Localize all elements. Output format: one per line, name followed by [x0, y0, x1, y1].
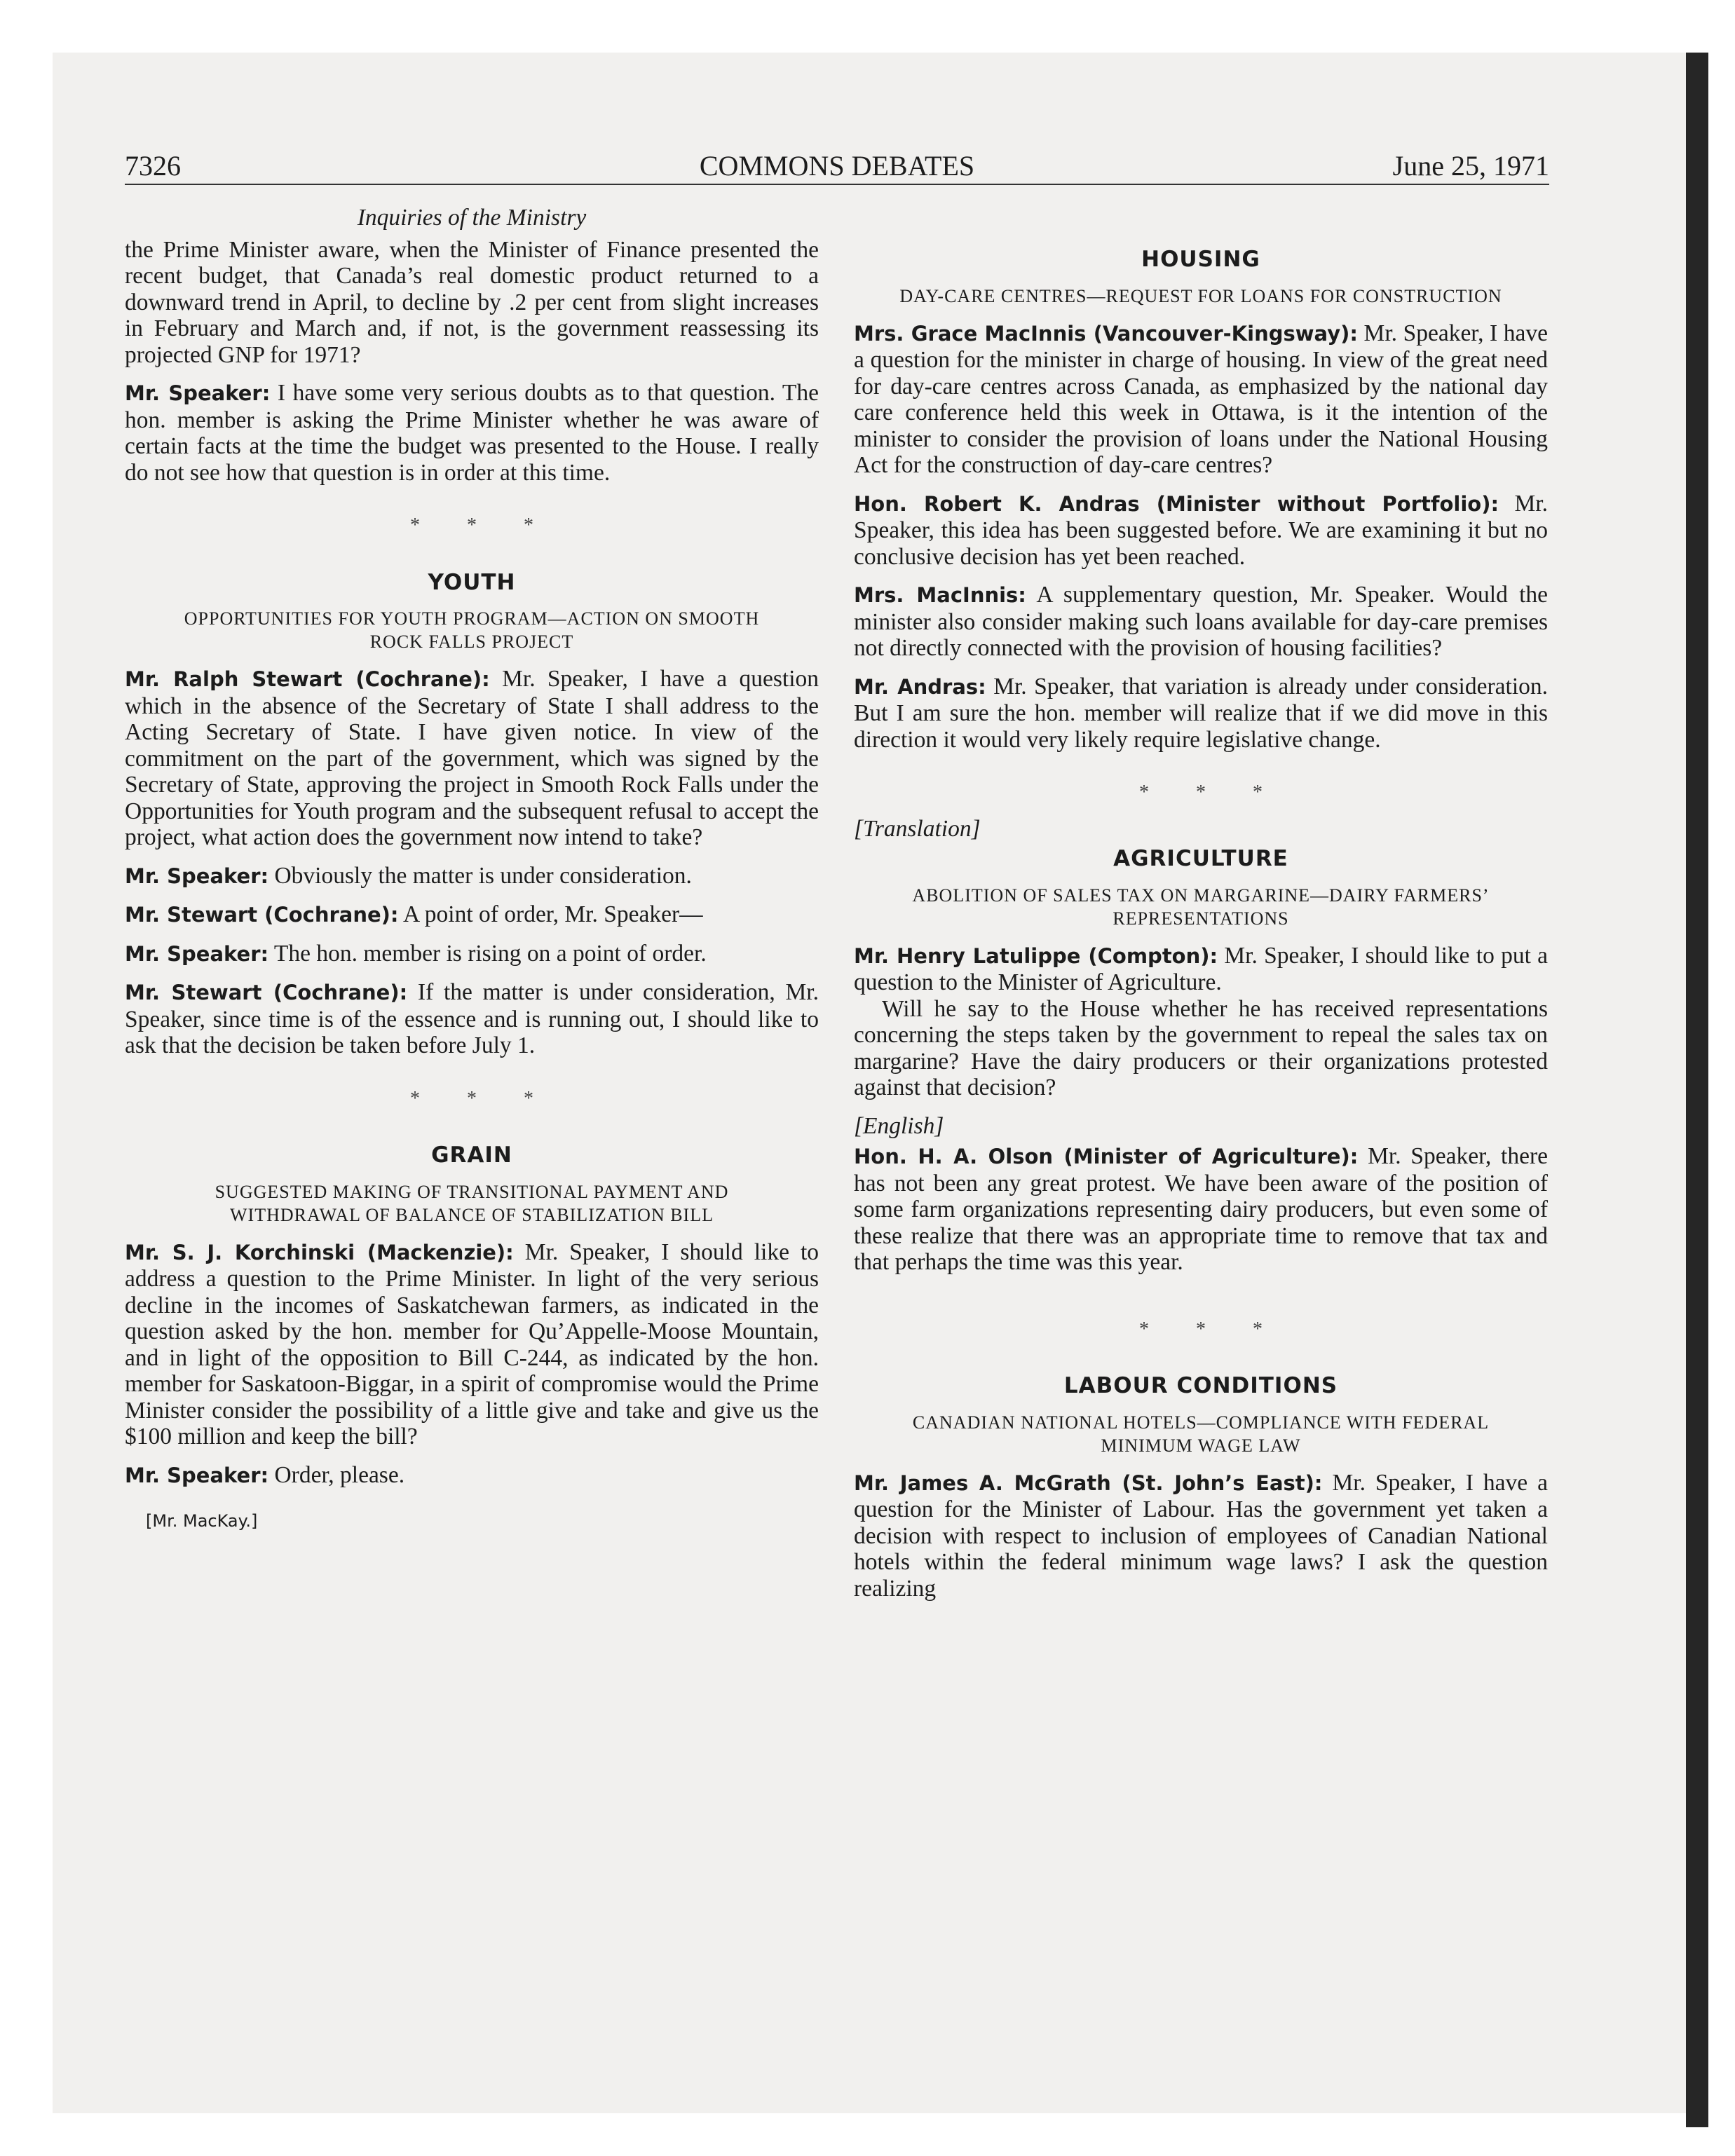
paragraph-text: A point of order, Mr. Speaker—: [398, 901, 703, 927]
speaker-name: Mr. Stewart (Cochrane):: [125, 903, 399, 927]
scan-edge-bar: [1686, 53, 1708, 2127]
paragraph: [854, 491, 1548, 571]
publication-title: COMMONS DEBATES: [699, 150, 975, 182]
paragraph-text: Mr. Speaker, this idea has been suggested before. We are examining it but no conclusive decision has yet been reached.: [854, 490, 1548, 570]
speaker-name: Hon. Robert K. Andras (Minister without Portfolio):: [854, 491, 1499, 516]
language-tag: [Translation]: [854, 815, 981, 842]
paragraph-text: Mr. Speaker, I have a question which in the absence of the Secretary of State I shall address to the Acting Secretary of State. I have given notice. In view of the commitment on the part of the government, which was signed by the Secretary of State, approving the project in Smooth Rock Falls under the Opportunities for Youth program and the subsequent refusal to accept the project, what action does the government now intend to take?: [125, 666, 819, 850]
paragraph-text: Mr. Speaker, there has not been any great protest. We have been aware of the position of some farm organizations representing dairy producers, but even some of these realize that there was an appropriate time to remove that tax and that perhaps the time was this year.: [854, 1143, 1548, 1275]
paragraph: [125, 901, 819, 929]
section-heading-grain: GRAIN: [431, 1142, 512, 1168]
paragraph: [854, 1470, 1548, 1602]
paragraph-text: The hon. member is rising on a point of order.: [268, 940, 707, 967]
paragraph: [125, 1239, 819, 1450]
paragraph: [125, 1462, 819, 1489]
section-heading-youth: YOUTH: [428, 569, 516, 595]
paragraph-text: Mr. Speaker, I should like to address a question to the Prime Minister. In light of the very serious decline in the incomes of Saskatchewan farmers, as indicated in the question asked by the hon. member for Qu’Appelle-Moose Mountain, and in light of the opposition to Bill C-244, as indicated by the hon. member for Saskatoon-Biggar, in a spirit of compromise would the Prime Minister consider the possibility of a little give and take and give us the $100 million and keep the bill?: [125, 1239, 819, 1449]
speaker-name: Mr. S. J. Korchinski (Mackenzie):: [125, 1240, 514, 1264]
page-footer-tag: [Mr. MacKay.]: [146, 1511, 258, 1531]
speaker-name: Hon. H. A. Olson (Minister of Agriculture):: [854, 1145, 1359, 1168]
speaker-name: Mr. Speaker:: [125, 381, 271, 405]
left-column: [125, 205, 819, 1535]
section-separator: * * *: [410, 514, 554, 536]
paragraph: [125, 237, 819, 369]
page-header: [125, 149, 1549, 185]
paragraph: [125, 979, 819, 1059]
paragraph-text: Mr. Speaker, I have a question for the minister in charge of housing. In view of the great need for day-care centres across Canada, as emphasized by the national day care conference held this week in Ottawa, is it the intention of the minister to consider the provision of loans under the National Housing Act for the construction of day-care centres?: [854, 320, 1548, 478]
speaker-name: Mr. Ralph Stewart (Cochrane):: [125, 667, 490, 691]
speaker-name: Mr. Andras:: [854, 674, 986, 699]
section-heading-agriculture: AGRICULTURE: [1113, 846, 1288, 871]
paragraph: [125, 666, 819, 851]
paragraph-text: Obviously the matter is under consideration.: [268, 862, 692, 889]
paragraph: [854, 996, 1548, 1101]
section-heading-housing: HOUSING: [1141, 247, 1260, 272]
speaker-name: Mr. Henry Latulippe (Compton):: [854, 943, 1218, 968]
paragraph: [125, 863, 819, 890]
paragraph-text: A supplementary question, Mr. Speaker. Would the minister also consider making such loans available for day-care premises not directly connected with the provision of housing facilities?: [854, 582, 1548, 661]
paragraph-text: I have some very serious doubts as to that question. The hon. member is asking the Prime Minister whether he was aware of certain facts at the time the budget was presented to the House. I really do not see how that question is in order at this time.: [125, 380, 819, 486]
speaker-name: Mr. Speaker:: [125, 941, 269, 966]
speaker-name: Mr. Speaker:: [125, 864, 269, 888]
running-head: Inquiries of the Ministry: [357, 205, 587, 231]
speaker-name: Mrs. Grace MacInnis (Vancouver-Kingsway):: [854, 321, 1358, 346]
paragraph-text: Will he say to the House whether he has received representations concerning the steps taken by the government to repeal the sales tax on margarine? Have the dairy producers or their organizations protested against that decision?: [854, 995, 1548, 1100]
language-tag: [English]: [854, 1112, 944, 1139]
speaker-name: Mrs. MacInnis:: [854, 583, 1026, 607]
paragraph-text: Mr. Speaker, I have a question for the Minister of Labour. Has the government yet taken a decision with respect to inclusion of employees of Canadian National hotels within the federal minimum wage laws? I ask the question realizing: [854, 1469, 1548, 1602]
subheading: CANADIAN NATIONAL HOTELS—COMPLIANCE WITH FEDERAL MINIMUM WAGE LAW: [912, 1412, 1490, 1456]
right-column: [854, 205, 1548, 1613]
paragraph: [854, 1143, 1548, 1276]
paragraph: [125, 941, 819, 968]
speaker-name: Mr. Speaker:: [125, 1463, 269, 1487]
speaker-name: Mr. James A. McGrath (St. John’s East):: [854, 1471, 1323, 1495]
paragraph-text: the Prime Minister aware, when the Minister of Finance presented the recent budget, that Canada’s real domestic product returned to a downward trend in April, to decline by .2 per cent from slight increases in February and March and, if not, is the government reassessing its projected GNP for 1971?: [125, 236, 819, 368]
section-heading-labour: LABOUR CONDITIONS: [1063, 1373, 1338, 1398]
speaker-name: Mr. Stewart (Cochrane):: [125, 981, 408, 1004]
section-separator: * * *: [1139, 782, 1284, 803]
paragraph: [125, 380, 819, 486]
section-separator: * * *: [410, 1087, 554, 1110]
paragraph: [854, 320, 1548, 479]
paragraph: [854, 943, 1548, 996]
page-date: June 25, 1971: [1392, 150, 1549, 182]
paragraph-text: Mr. Speaker, I should like to put a question to the Minister of Agriculture.: [854, 942, 1548, 995]
paragraph: [854, 582, 1548, 662]
paragraph-text: Mr. Speaker, that variation is already under consideration. But I am sure the hon. member will realize that if we did move in this direction it would very likely require legislative change.: [854, 673, 1548, 753]
paragraph: [854, 674, 1548, 753]
paragraph-text: If the matter is under consideration, Mr. Speaker, since time is of the essence and is running out, I should like to ask that the decision be taken before July 1.: [125, 979, 819, 1058]
subheading: SUGGESTED MAKING OF TRANSITIONAL PAYMENT AND WITHDRAWAL OF BALANCE OF STABILIZATION BILL: [215, 1181, 729, 1225]
page-number: 7326: [125, 150, 181, 182]
subheading: ABOLITION OF SALES TAX ON MARGARINE—DAIRY FARMERS’ REPRESENTATIONS: [912, 885, 1490, 929]
section-separator: * * *: [1139, 1318, 1284, 1340]
subheading: OPPORTUNITIES FOR YOUTH PROGRAM—ACTION ON SMOOTH ROCK FALLS PROJECT: [184, 608, 760, 652]
paragraph-text: Order, please.: [268, 1461, 405, 1488]
subheading: DAY-CARE CENTRES—REQUEST FOR LOANS FOR CONSTRUCTION: [899, 285, 1502, 306]
